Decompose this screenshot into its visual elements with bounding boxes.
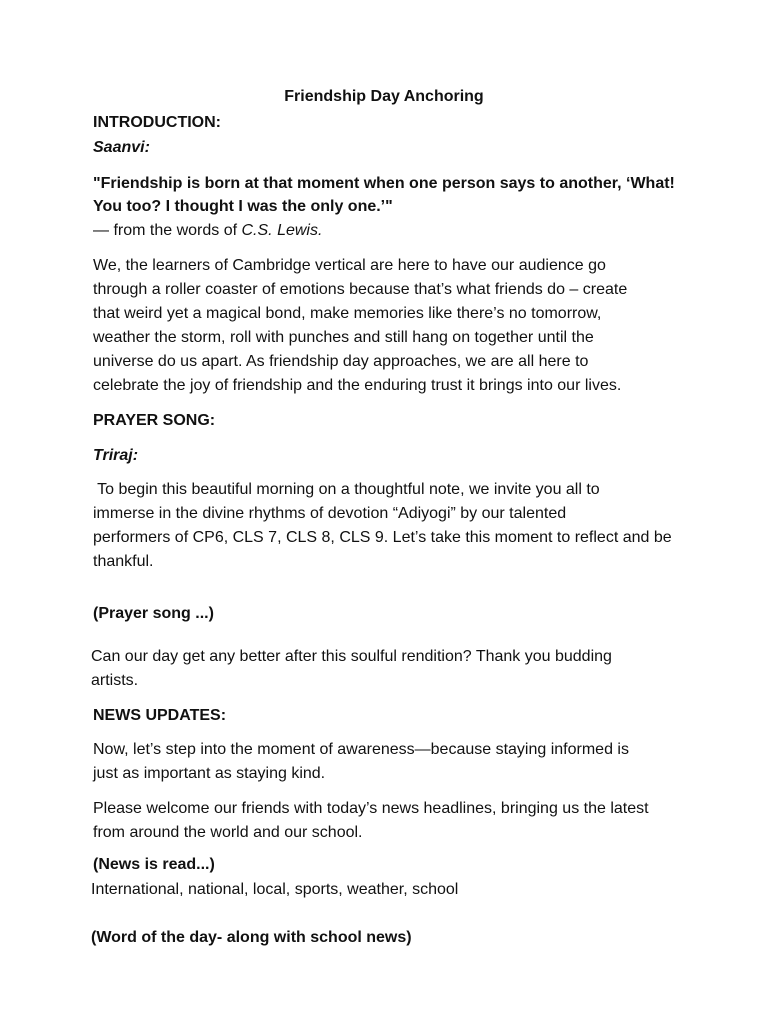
quote-line-2: You too? I thought I was the only one.’"	[93, 198, 393, 215]
quote-attribution	[93, 221, 322, 241]
prayer-paragraph-line: thankful.	[93, 553, 154, 570]
prayer-song-cue: (Prayer song ...)	[93, 605, 214, 622]
prayer-paragraph-line: To begin this beautiful morning on a thoughtful note, we invite you all to	[93, 481, 600, 498]
introduction-heading: INTRODUCTION:	[93, 114, 221, 131]
news-paragraph-2-line: from around the world and our school.	[93, 824, 363, 841]
news-updates-heading: NEWS UPDATES:	[93, 707, 227, 724]
news-paragraph-2-line: Please welcome our friends with today’s news headlines, bringing us the latest	[93, 800, 649, 817]
intro-paragraph-line: weather the storm, roll with punches and still hang on together until the	[93, 329, 594, 346]
news-paragraph-1-line: Now, let’s step into the moment of awareness—because staying informed is	[93, 741, 629, 758]
news-paragraph-1-line: just as important as staying kind.	[93, 765, 326, 782]
word-of-day-cue: (Word of the day- along with school news)	[91, 929, 412, 946]
prayer-paragraph-line: immerse in the divine rhythms of devotion “Adiyogi” by our talented	[93, 505, 567, 522]
speaker-saanvi: Saanvi:	[93, 139, 150, 156]
prayer-song-heading: PRAYER SONG:	[93, 412, 216, 429]
news-read-cue: (News is read...)	[93, 856, 215, 873]
document-title: Friendship Day Anchoring	[284, 88, 484, 105]
intro-paragraph-line: celebrate the joy of friendship and the enduring trust it brings into our lives.	[93, 377, 622, 394]
intro-paragraph-line: universe do us apart. As friendship day approaches, we are all here to	[93, 353, 589, 370]
news-topics: International, national, local, sports, weather, school	[91, 881, 459, 898]
prayer-paragraph-line: performers of CP6, CLS 7, CLS 8, CLS 9. Let’s take this moment to reflect and be	[93, 529, 672, 546]
after-prayer-line: artists.	[91, 672, 139, 689]
attribution-author: C.S. Lewis.	[241, 222, 323, 239]
speaker-triraj: Triraj:	[93, 447, 139, 464]
attribution-prefix: — from the words of	[93, 222, 242, 239]
intro-paragraph-line: We, the learners of Cambridge vertical are here to have our audience go	[93, 257, 606, 274]
intro-paragraph-line: through a roller coaster of emotions because that’s what friends do – create	[93, 281, 628, 298]
quote-line-1: "Friendship is born at that moment when one person says to another, ‘What!	[93, 175, 675, 192]
after-prayer-line: Can our day get any better after this soulful rendition? Thank you budding	[91, 648, 612, 665]
intro-paragraph-line: that weird yet a magical bond, make memories like there’s no tomorrow,	[93, 305, 602, 322]
